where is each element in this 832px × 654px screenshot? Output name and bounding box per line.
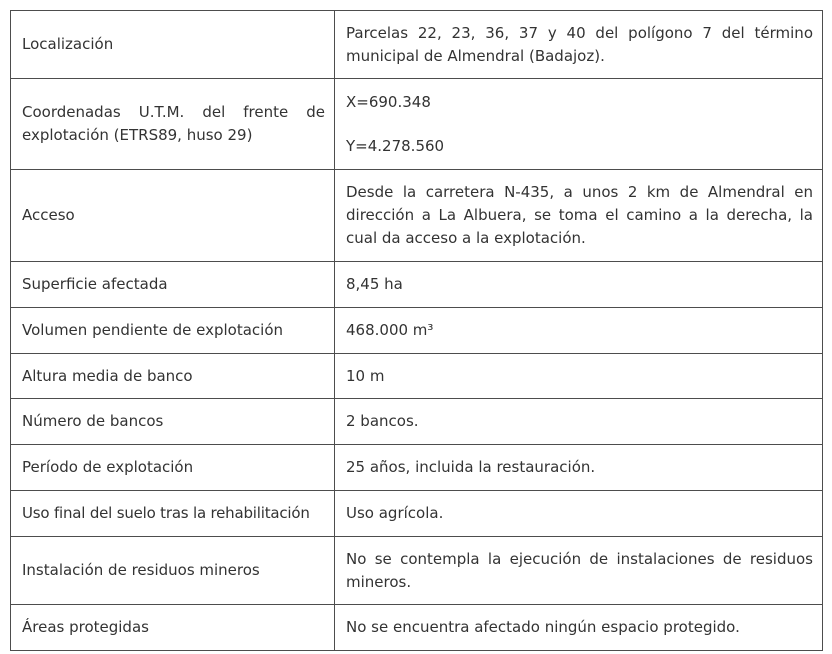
row-value-acceso: Desde la carretera N-435, a unos 2 km de Almendral en dirección a La Albuera, se toma el camino a la derecha, la cual da acceso a la explotación. <box>335 170 823 262</box>
row-value-periodo: 25 años, incluida la restauración. <box>335 445 823 491</box>
table-row <box>11 308 823 354</box>
row-value-volumen: 468.000 m³ <box>335 308 823 354</box>
row-label-localizacion: Localización <box>11 11 335 79</box>
row-value-localizacion: Parcelas 22, 23, 36, 37 y 40 del polígono 7 del término municipal de Almendral (Badajoz). <box>335 11 823 79</box>
row-value-residuos: No se contempla la ejecución de instalaciones de residuos mineros. <box>335 537 823 605</box>
table-row <box>11 399 823 445</box>
coordinate-y: Y=4.278.560 <box>346 136 445 155</box>
row-value-areas: No se encuentra afectado ningún espacio protegido. <box>335 605 823 651</box>
row-value-coordenadas <box>335 79 823 170</box>
table-row <box>11 262 823 308</box>
row-label-uso-final: Uso final del suelo tras la rehabilitación <box>11 491 335 537</box>
coordinate-gap <box>346 114 813 135</box>
row-value-uso-final: Uso agrícola. <box>335 491 823 537</box>
project-summary-table <box>10 10 823 651</box>
table-row <box>11 605 823 651</box>
coordinate-x: X=690.348 <box>346 92 431 111</box>
table-row <box>11 445 823 491</box>
row-label-residuos: Instalación de residuos mineros <box>11 537 335 605</box>
table-row <box>11 79 823 170</box>
row-label-periodo: Período de explotación <box>11 445 335 491</box>
table-row <box>11 11 823 79</box>
row-value-altura: 10 m <box>335 354 823 399</box>
table-row <box>11 354 823 399</box>
row-label-coordenadas: Coordenadas U.T.M. del frente de explotación (ETRS89, huso 29) <box>11 79 335 170</box>
row-label-superficie: Superficie afectada <box>11 262 335 308</box>
row-value-superficie: 8,45 ha <box>335 262 823 308</box>
row-label-volumen: Volumen pendiente de explotación <box>11 308 335 354</box>
table-row <box>11 491 823 537</box>
row-label-acceso: Acceso <box>11 170 335 262</box>
row-label-altura: Altura media de banco <box>11 354 335 399</box>
table-row <box>11 537 823 605</box>
table-row <box>11 170 823 262</box>
row-value-bancos: 2 bancos. <box>335 399 823 445</box>
row-label-bancos: Número de bancos <box>11 399 335 445</box>
row-label-areas: Áreas protegidas <box>11 605 335 651</box>
